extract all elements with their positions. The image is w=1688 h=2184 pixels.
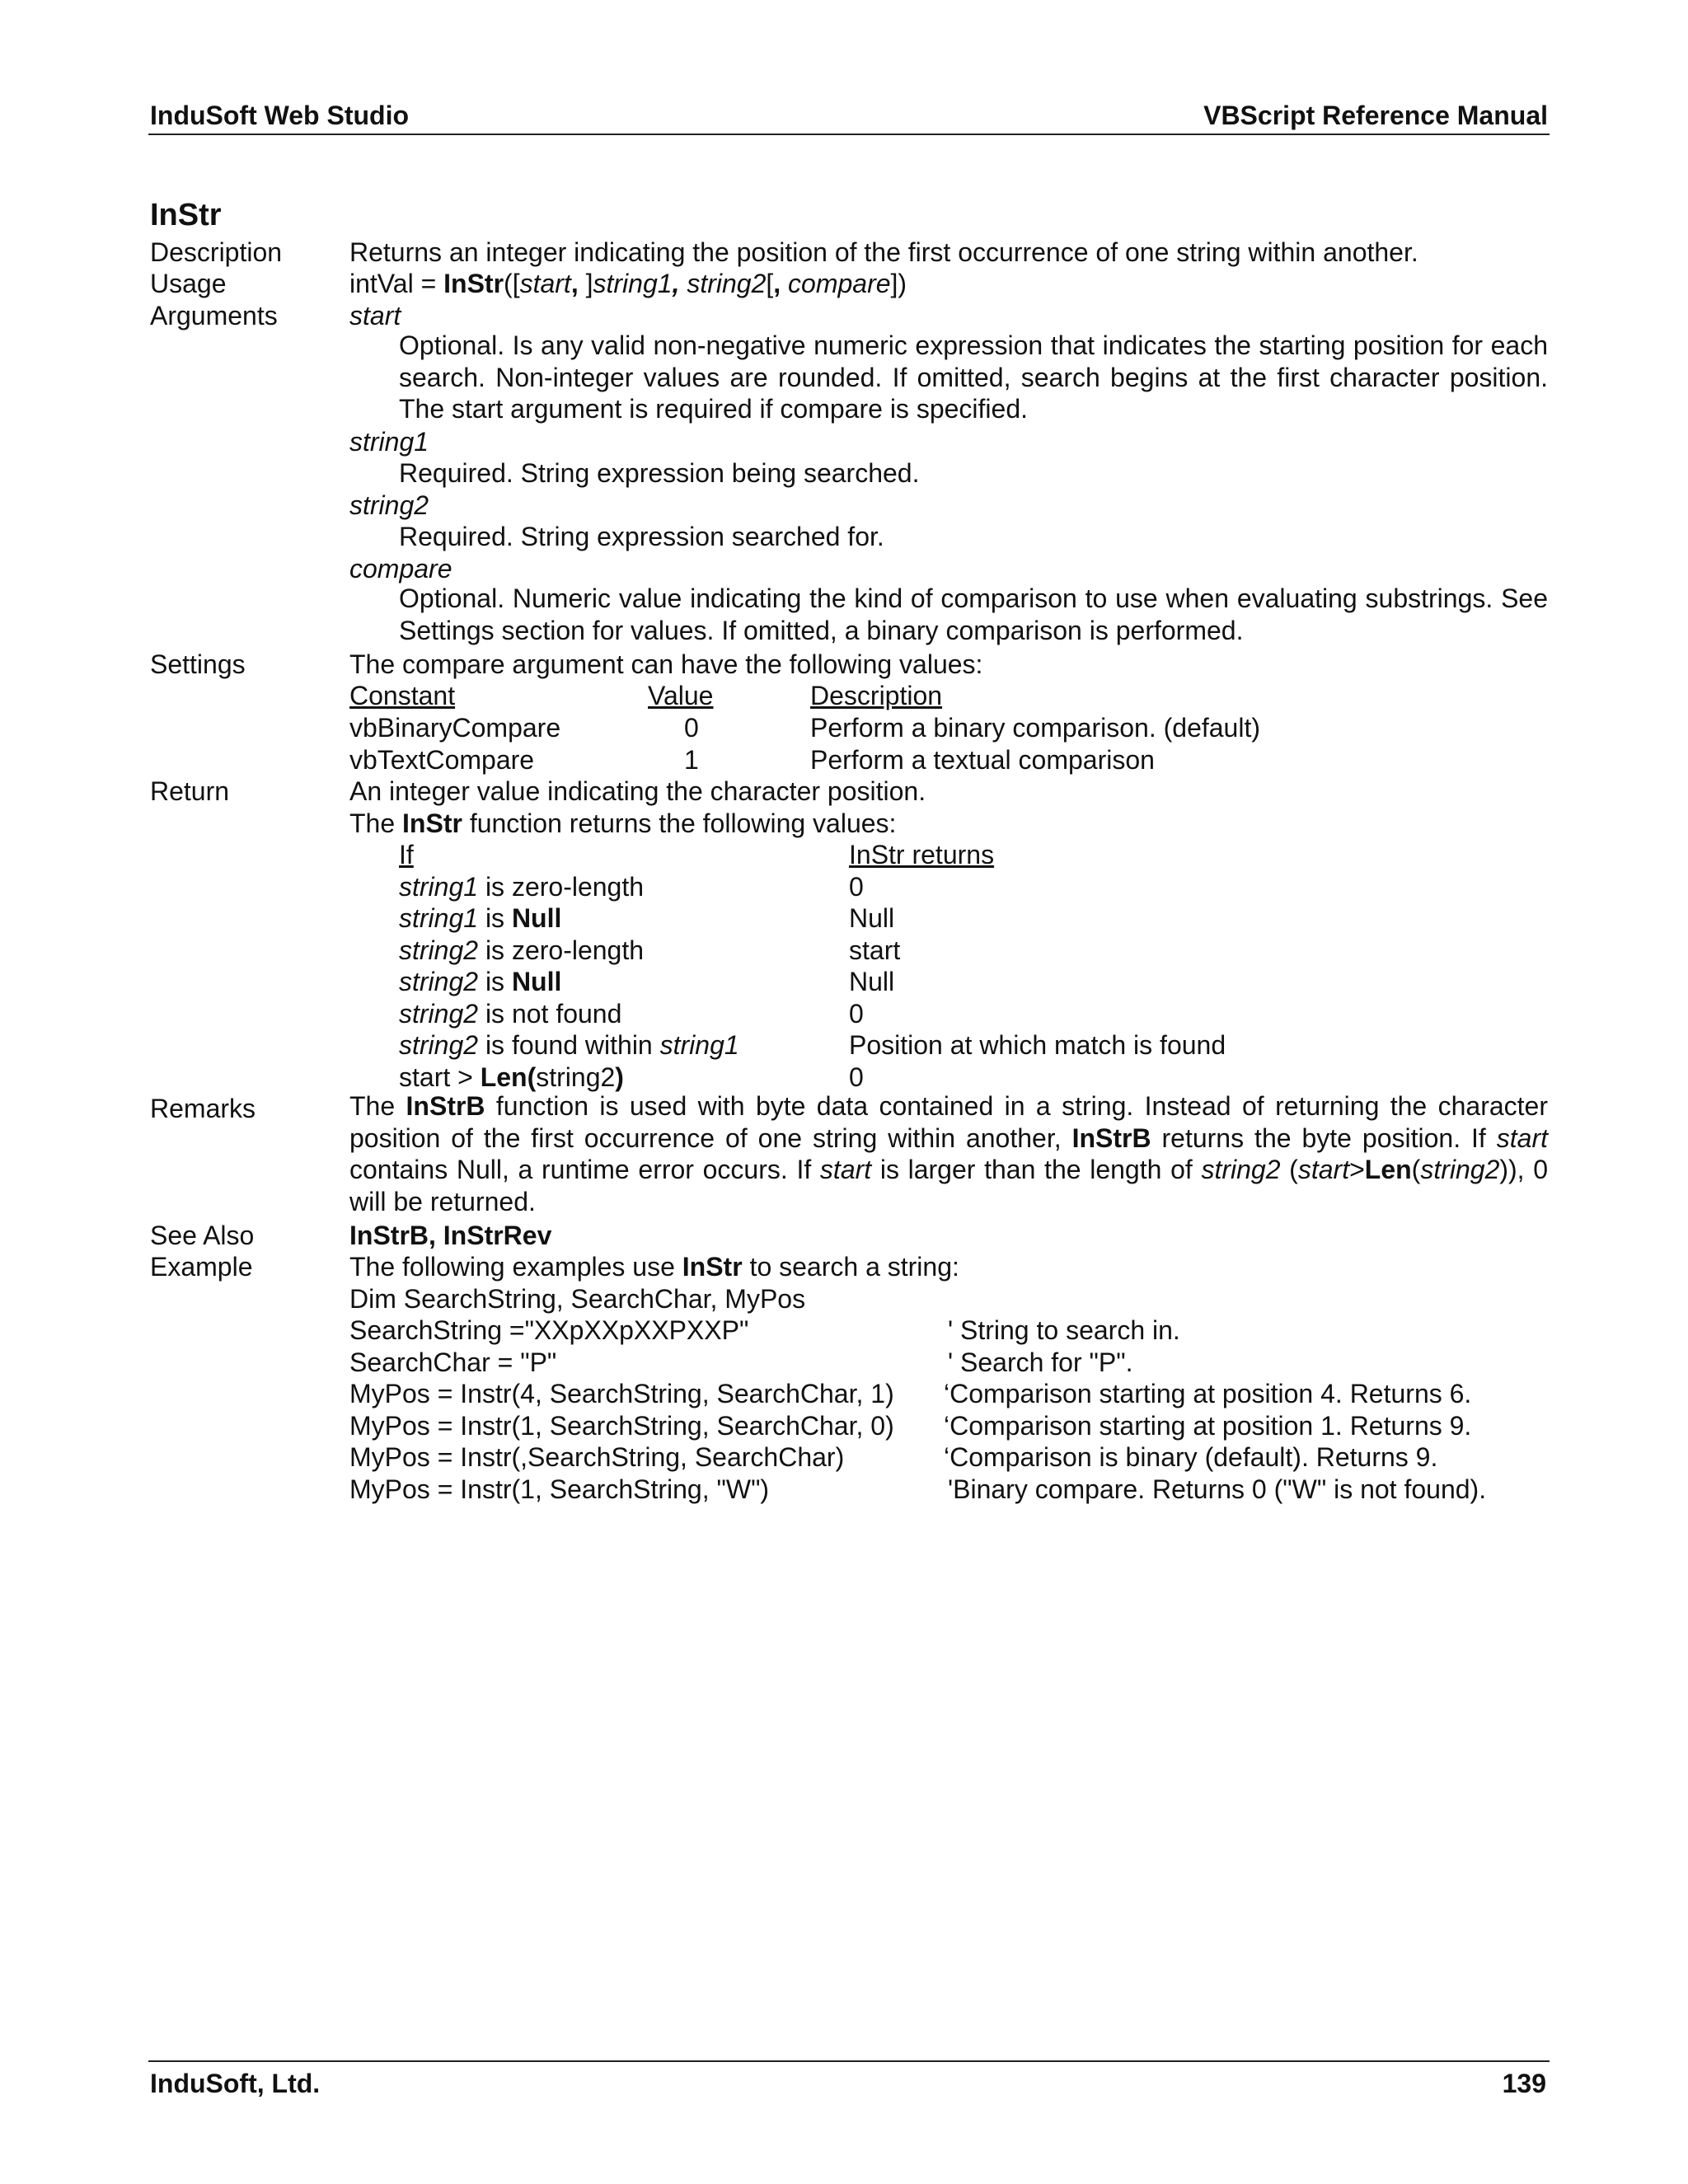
return-line-2: The InStr function returns the following values:	[349, 808, 897, 838]
see-also-links: InStrB, InStrRev	[349, 1221, 552, 1250]
return-row-condition: string1 is Null	[399, 903, 562, 933]
label-description: Description	[150, 237, 283, 267]
return-row-condition: string2 is found within string1	[399, 1030, 739, 1060]
settings-row-value: 0	[684, 713, 699, 743]
return-row-value: 0	[849, 1062, 864, 1092]
description-text: Returns an integer indicating the position of the first occurrence of one string within another.	[349, 237, 1418, 267]
settings-row-value: 1	[684, 745, 699, 775]
return-row-value: 0	[849, 872, 864, 902]
settings-row-constant: vbTextCompare	[349, 745, 535, 775]
settings-header-description: Description	[810, 681, 943, 710]
example-comment: ' Search for "P".	[948, 1347, 1133, 1377]
header-rule	[148, 134, 1550, 135]
settings-header-value: Value	[648, 681, 714, 710]
page-number: 139	[1502, 2069, 1546, 2098]
settings-header-constant: Constant	[349, 681, 456, 710]
example-comment: ‘Comparison starting at position 4. Returns 6.	[944, 1379, 1472, 1408]
example-intro: The following examples use InStr to search a string:	[349, 1252, 959, 1282]
return-row-condition: string2 is Null	[399, 967, 562, 996]
footer-rule	[148, 2060, 1550, 2062]
footer-left: InduSoft, Ltd.	[150, 2069, 321, 2098]
return-row-condition: string2 is zero-length	[399, 935, 645, 965]
label-see-also: See Also	[150, 1221, 255, 1250]
settings-intro: The compare argument can have the following values:	[349, 649, 983, 679]
settings-row-description: Perform a textual comparison	[810, 745, 1155, 775]
example-code: MyPos = Instr(1, SearchString, SearchChar, 0)	[349, 1411, 894, 1441]
return-row-value: Null	[849, 903, 895, 933]
settings-row-constant: vbBinaryCompare	[349, 713, 561, 743]
header-left: InduSoft Web Studio	[150, 101, 410, 130]
example-code: SearchString ="XXpXXpXXPXXP"	[349, 1315, 749, 1345]
settings-row-description: Perform a binary comparison. (default)	[810, 713, 1260, 743]
arg-desc-string2: Required. String expression searched for.	[399, 522, 884, 551]
example-dim-line: Dim SearchString, SearchChar, MyPos	[349, 1284, 806, 1314]
example-code: MyPos = Instr(4, SearchString, SearchChar, 1)	[349, 1379, 894, 1408]
return-row-condition: string1 is zero-length	[399, 872, 645, 902]
return-line-1: An integer value indicating the character position.	[349, 776, 926, 806]
example-code: SearchChar = "P"	[349, 1347, 557, 1377]
example-comment: ' String to search in.	[948, 1315, 1180, 1345]
arg-name-compare: compare	[349, 554, 452, 583]
example-code: MyPos = Instr(,SearchString, SearchChar)	[349, 1442, 845, 1472]
example-comment: ‘Comparison is binary (default). Returns 9.	[944, 1442, 1438, 1472]
example-code: MyPos = Instr(1, SearchString, "W")	[349, 1474, 770, 1504]
return-row-condition: start > Len(string2)	[399, 1062, 624, 1092]
arg-name-string1: string1	[349, 427, 429, 457]
remarks-text: The InStrB function is used with byte data contained in a string. Instead of returning the character position of the first occurrence of one string within another, InStrB returns the byte position. If start contains Null, a runtime error occurs. If start is larger than the length of string2 (start>Len(string2)), 0 will be returned.	[349, 1091, 1549, 1216]
label-remarks: Remarks	[150, 1094, 256, 1123]
example-comment: 'Binary compare. Returns 0 ("W" is not found).	[948, 1474, 1487, 1504]
arg-desc-start: Optional. Is any valid non-negative numeric expression that indicates the starting position for each search. Non-integer values are rounded. If omitted, search begins at the first character position. The start argument is required if compare is specified.	[399, 330, 1548, 424]
return-header-returns: InStr returns	[849, 840, 995, 869]
label-return: Return	[150, 776, 230, 806]
return-row-condition: string2 is not found	[399, 999, 622, 1029]
example-comment: ‘Comparison starting at position 1. Returns 9.	[944, 1411, 1472, 1441]
return-row-value: Position at which match is found	[849, 1030, 1226, 1060]
label-example: Example	[150, 1252, 253, 1282]
arg-name-string2: string2	[349, 490, 429, 520]
return-header-if: If	[399, 840, 414, 869]
arg-desc-compare: Optional. Numeric value indicating the kind of comparison to use when evaluating substrings. See Settings section for values. If omitted, a binary comparison is performed.	[399, 583, 1548, 645]
header-right: VBScript Reference Manual	[1203, 101, 1548, 130]
label-usage: Usage	[150, 269, 227, 298]
label-settings: Settings	[150, 649, 246, 679]
arg-desc-string1: Required. String expression being searched.	[399, 458, 920, 488]
arg-name-start: start	[349, 301, 401, 330]
return-row-value: start	[849, 935, 901, 965]
usage-signature: intVal = InStr([start, ]string1, string2[, compare])	[349, 269, 907, 298]
return-row-value: 0	[849, 999, 864, 1029]
label-arguments: Arguments	[150, 301, 278, 330]
page-title: InStr	[150, 198, 222, 232]
return-row-value: Null	[849, 967, 895, 996]
